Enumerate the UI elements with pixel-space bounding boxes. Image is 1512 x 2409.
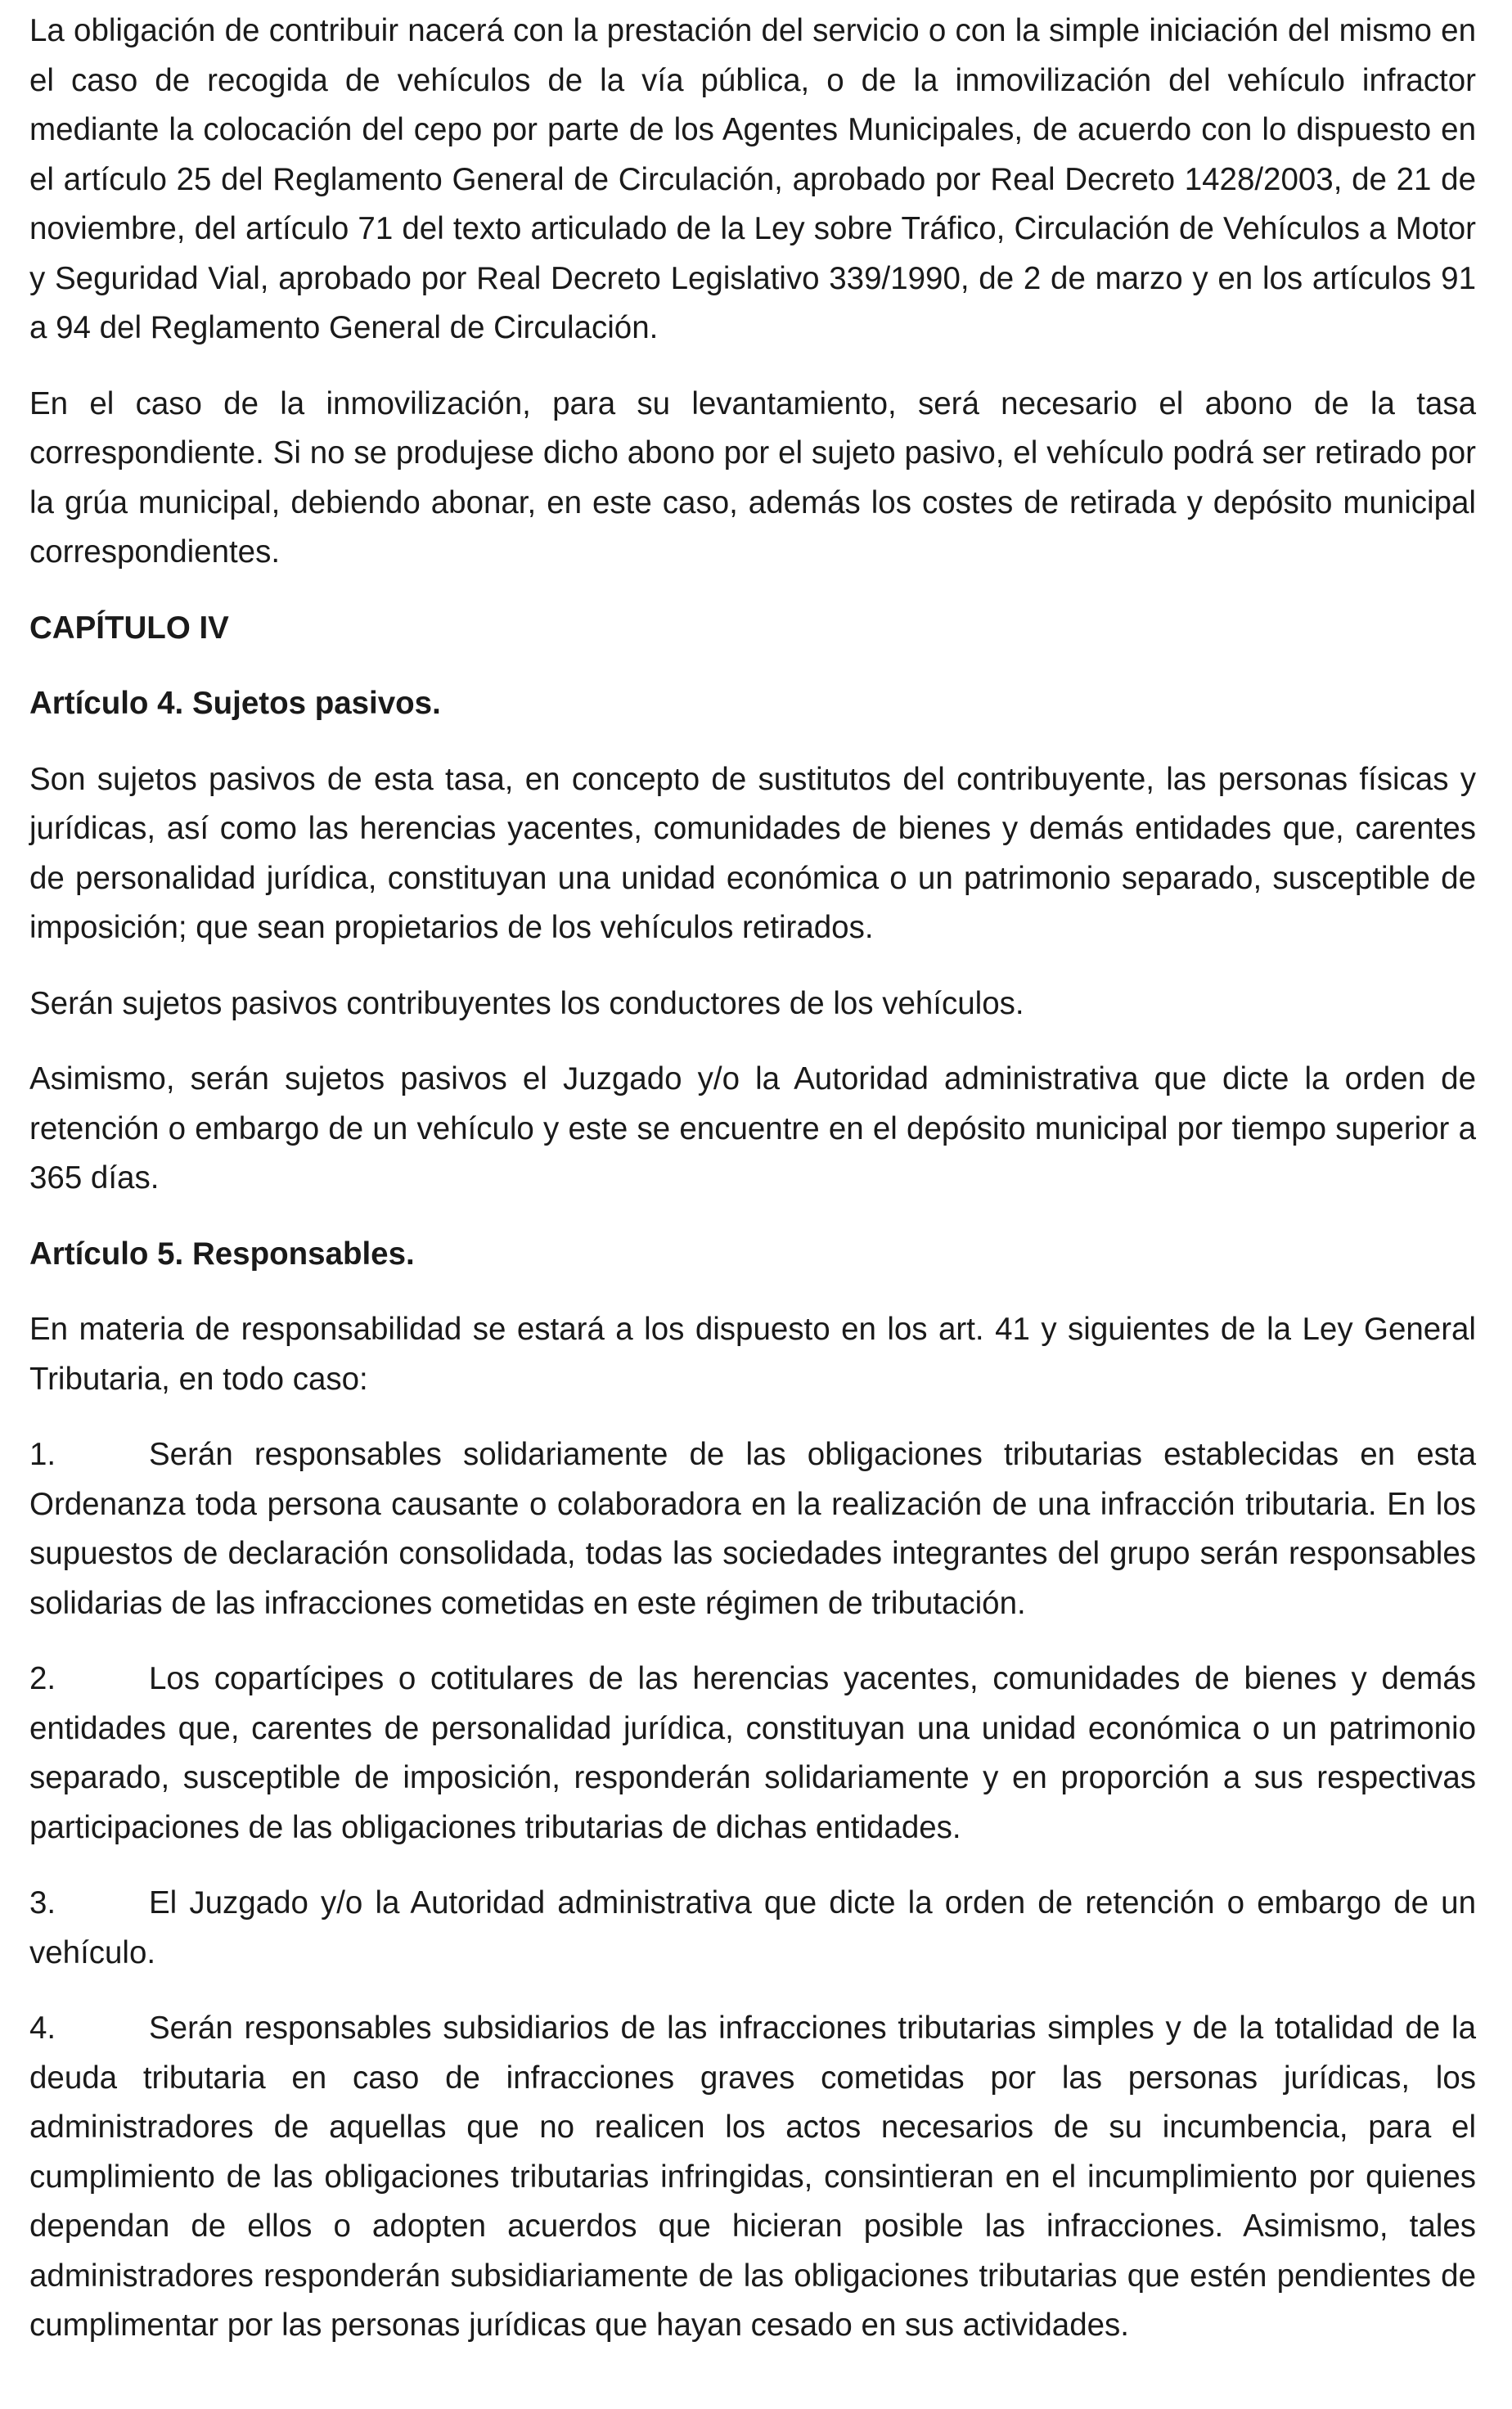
- list-item-text: Los copartícipes o cotitulares de las herencias yacentes, comunidades de bienes y demás entidades que, carentes de personalidad jurídica, constituyan una unidad económica o un patrimonio separado, susceptible de imposición, responderán solidariamente y en proporción a sus respectivas participaciones de las obligaciones tributarias de dichas entidades.: [29, 1661, 1476, 1845]
- list-item-text: Serán responsables subsidiarios de las infracciones tributarias simples y de la totalidad de la deuda tributaria en caso de infracciones graves cometidas por las personas jurídicas, los administradores de aquellas que no realicen los actos necesarios de su incumbencia, para el cumplimiento de las obligaciones tributarias infringidas, consintieran en el incumplimiento por quienes dependan de ellos o adopten acuerdos que hicieran posible las infracciones. Asimismo, tales administradores responderán subsidiariamente de las obligaciones tributarias que estén pendientes de cumplimentar por las personas jurídicas que hayan cesado en sus actividades.: [29, 2011, 1476, 2343]
- article-4-title: Artículo 4. Sujetos pasivos.: [29, 686, 441, 721]
- list-item-text: El Juzgado y/o la Autoridad administrativa que dicte la orden de retención o embargo de un vehículo.: [29, 1885, 1476, 1970]
- list-item-number: 2.: [29, 1661, 56, 1696]
- list-item-number: 3.: [29, 1885, 56, 1920]
- list-item: [29, 1655, 1476, 1853]
- intro-paragraph-1: La obligación de contribuir nacerá con la prestación del servicio o con la simple iniciación del mismo en el caso de recogida de vehículos de la vía pública, o de la inmovilización del vehículo infractor mediante la colocación del cepo por parte de los Agentes Municipales, de acuerdo con lo dispuesto en el artículo 25 del Reglamento General de Circulación, aprobado por Real Decreto 1428/2003, de 21 de noviembre, del artículo 71 del texto articulado de la Ley sobre Tráfico, Circulación de Vehículos a Motor y Seguridad Vial, aprobado por Real Decreto Legislativo 339/1990, de 2 de marzo y en los artículos 91 a 94 del Reglamento General de Circulación.: [29, 13, 1476, 345]
- document-page: [29, 7, 1476, 2377]
- article-5-title: Artículo 5. Responsables.: [29, 1236, 415, 1272]
- article-4-paragraph-3: Asimismo, serán sujetos pasivos el Juzgado y/o la Autoridad administrativa que dicte la orden de retención o embargo de un vehículo y este se encuentre en el depósito municipal por tiempo superior a 365 días.: [29, 1061, 1476, 1195]
- list-item-number: 1.: [29, 1437, 56, 1472]
- list-item-number: 4.: [29, 2011, 56, 2046]
- list-item: [29, 1430, 1476, 1628]
- list-item: [29, 1879, 1476, 1978]
- chapter-title: CAPÍTULO IV: [29, 610, 229, 646]
- article-4-paragraph-2: Serán sujetos pasivos contribuyentes los conductores de los vehículos.: [29, 985, 1024, 1021]
- article-5-intro: En materia de responsabilidad se estará a los dispuesto en los art. 41 y siguientes de la Ley General Tributaria, en todo caso:: [29, 1312, 1476, 1397]
- article-4-paragraph-1: Son sujetos pasivos de esta tasa, en concepto de sustitutos del contribuyente, las personas físicas y jurídicas, así como las herencias yacentes, comunidades de bienes y demás entidades que, carentes de personalidad jurídica, constituyan una unidad económica o un patrimonio separado, susceptible de imposición; que sean propietarios de los vehículos retirados.: [29, 761, 1476, 945]
- list-item-text: Serán responsables solidariamente de las obligaciones tributarias establecidas en esta Ordenanza toda persona causante o colaboradora en la realización de una infracción tributaria. En los supuestos de declaración consolidada, todas las sociedades integrantes del grupo serán responsables solidarias de las infracciones cometidas en este régimen de tributación.: [29, 1437, 1476, 1621]
- list-item: [29, 2004, 1476, 2351]
- intro-paragraph-2: En el caso de la inmovilización, para su levantamiento, será necesario el abono de la tasa correspondiente. Si no se produjese dicho abono por el sujeto pasivo, el vehículo podrá ser retirado por la grúa municipal, debiendo abonar, en este caso, además los costes de retirada y depósito municipal correspondientes.: [29, 385, 1476, 570]
